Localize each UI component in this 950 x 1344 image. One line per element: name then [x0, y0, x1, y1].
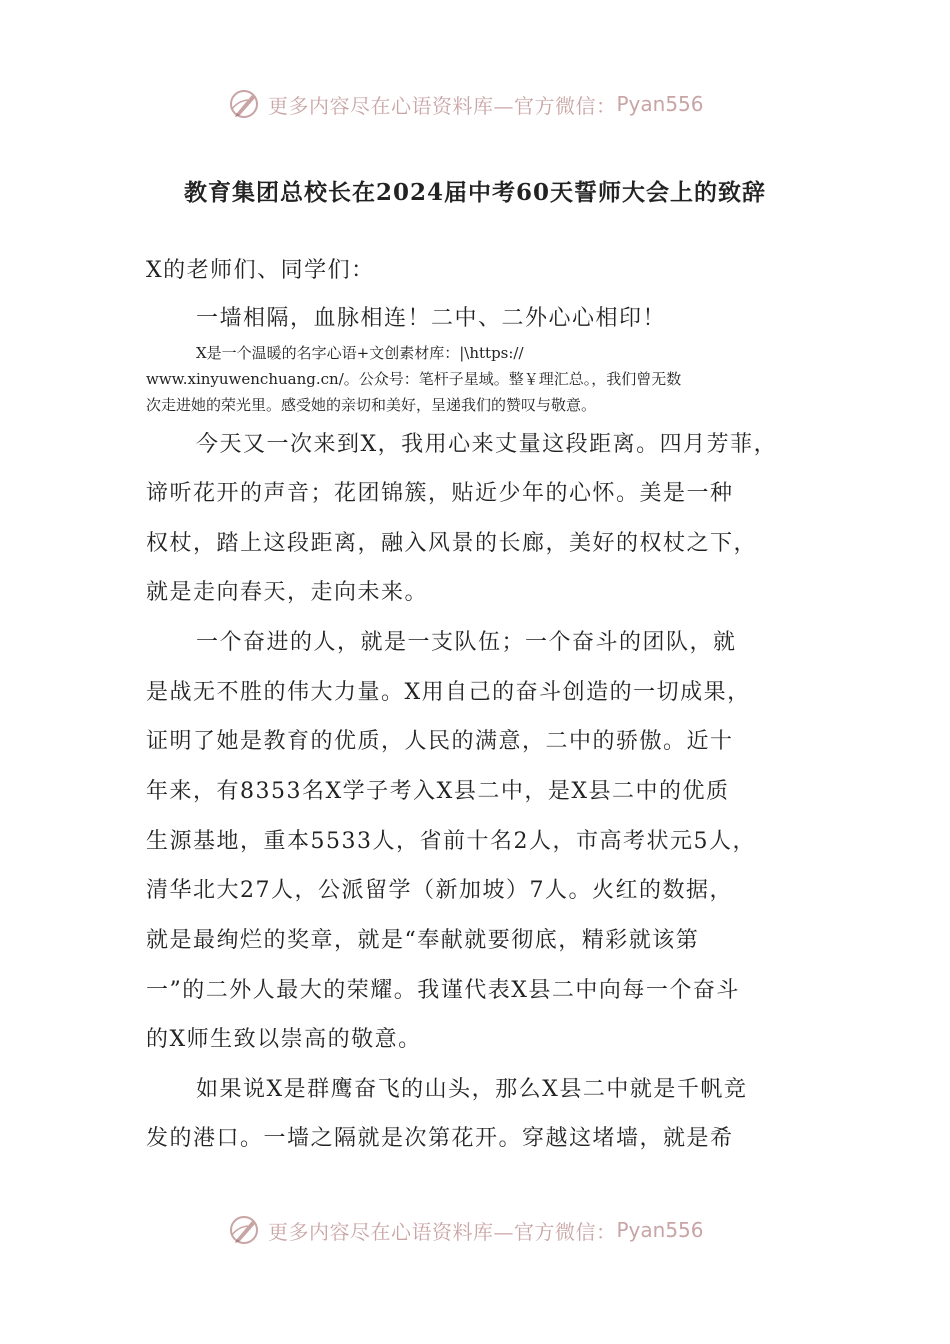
- document-title: 教育集团总校长在2024届中考60天誓师大会上的致辞: [183, 179, 767, 206]
- pen-logo-icon: [228, 87, 262, 121]
- body-line: 生源基地，重本5533人，省前十名2人，市高考状元5人，: [146, 829, 756, 854]
- body-line: 权杖，踏上这段距离，融入风景的长廊，美好的权杖之下，: [146, 531, 758, 556]
- pen-logo-icon: [228, 1213, 262, 1247]
- body-line: 就是最绚烂的奖章，就是“奉献就要彻底，精彩就该第: [146, 928, 700, 953]
- wechat-account: Pyan556: [616, 1218, 704, 1242]
- body-line: 谛听花开的声音；花团锦簇，贴近少年的心怀。美是一种: [146, 481, 734, 506]
- body-line: 的X师生致以崇高的敬意。: [146, 1027, 422, 1052]
- body-line: 如果说X是群鹰奋飞的山头，那么X县二中就是千帆竞: [196, 1077, 748, 1102]
- body-line: 一”的二外人最大的荣耀。我谨代表X县二中向每一个奋斗: [146, 978, 740, 1003]
- body-line: 今天又一次来到X，我用心来丈量这段距离。四月芳菲，: [196, 432, 778, 457]
- inserted-text-line: 次走进她的荣光里。感受她的亲切和美好，呈递我们的赞叹与敬意。: [146, 396, 597, 414]
- salutation: X的老师们、同学们：: [146, 258, 375, 283]
- body-line: 一个奋进的人，就是一支队伍；一个奋斗的团队，就: [196, 630, 737, 655]
- footer-banner: [228, 1210, 704, 1250]
- wechat-account: Pyan556: [616, 92, 704, 116]
- body-line: 证明了她是教育的优质，人民的满意，二中的骄傲。近十: [146, 729, 734, 754]
- body-line: 就是走向春天，走向未来。: [146, 580, 429, 605]
- body-line: 发的港口。一墙之隔就是次第花开。穿越这堵墙，就是希: [146, 1126, 734, 1151]
- body-line: 年来，有8353名X学子考入X县二中，是X县二中的优质: [146, 779, 730, 804]
- body-line: 是战无不胜的伟大力量。X用自己的奋斗创造的一切成果，: [146, 680, 751, 705]
- inserted-text-line: www.xinyuwenchuang.cn/。公众号：笔杆子星域。整￥理汇总。，我们曾无数: [146, 370, 682, 388]
- header-banner: [228, 84, 704, 124]
- banner-text: 更多内容尽在心语资料库—官方微信：: [268, 1219, 617, 1244]
- banner-text: 更多内容尽在心语资料库—官方微信：: [268, 93, 617, 118]
- inserted-text-line: X是一个温暖的名字心语+文创素材库：|\https://: [196, 344, 524, 362]
- opening-line: 一墙相隔，血脉相连！二中、二外心心相印！: [196, 306, 667, 331]
- body-line: 清华北大27人，公派留学（新加坡）7人。火红的数据，: [146, 878, 733, 903]
